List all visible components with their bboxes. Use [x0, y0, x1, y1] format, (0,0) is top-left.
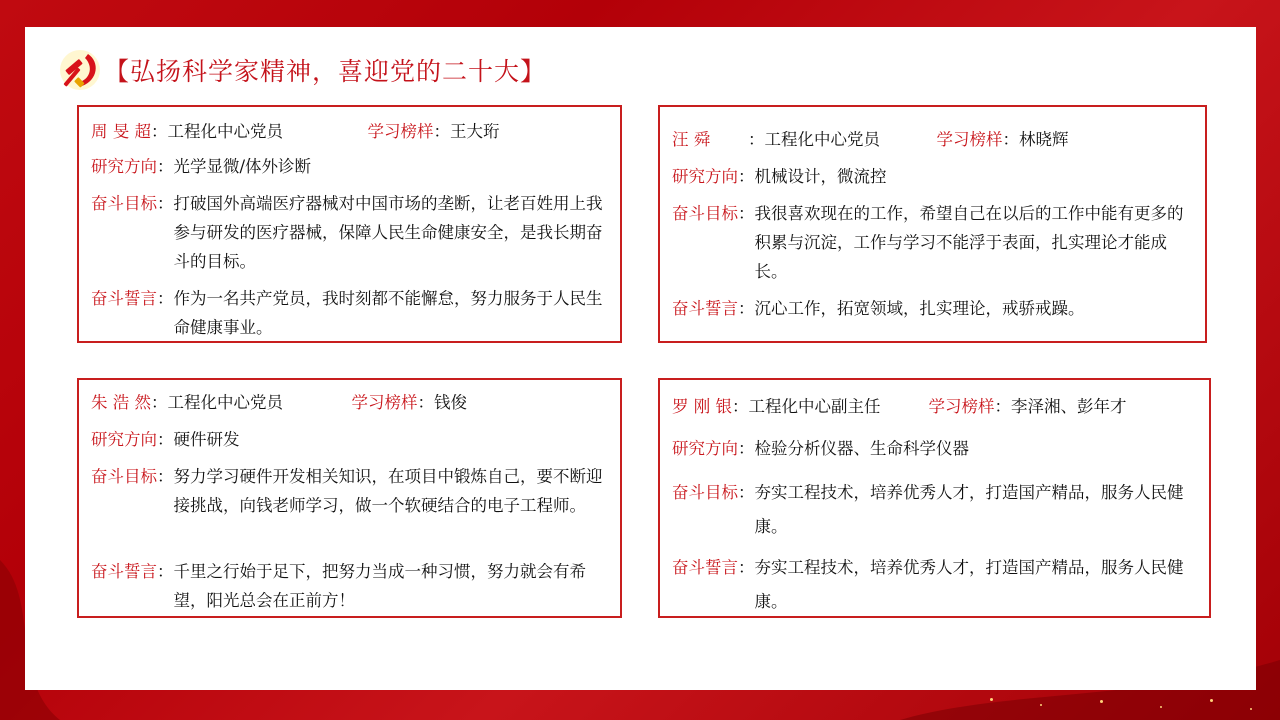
research-direction-label: 研究方向: [91, 157, 157, 176]
party-emblem-icon: [58, 48, 102, 92]
research-direction-value: 硬件研发: [173, 430, 240, 449]
study-model-value: 王大珩: [450, 122, 500, 141]
goal-value: 打破国外高端医疗器械对中国市场的垄断，让老百姓用上我参与研发的医疗器械，保障人民生命健康安全，是我长期奋斗的目标。: [173, 194, 603, 271]
page-title: 【弘扬科学家精神，喜迎党的二十大】: [104, 58, 547, 86]
study-model-label: 学习榜样: [936, 130, 1003, 149]
header: [58, 44, 546, 96]
motto-value: 夯实工程技术，培养优秀人才，打造国产精品，服务人民健康。: [754, 558, 1184, 611]
research-direction-row: 研究方向 ： 机械设计，微流控: [672, 162, 1197, 191]
profile-header-row: 周 旻 超 ： 工程化中心党员 学习榜样 ： 王大珩: [91, 117, 612, 146]
motto-value: 作为一名共产党员，我时刻都不能懈怠，努力服务于人民生命健康事业。: [173, 289, 603, 337]
motto-label: 奋斗誓言: [91, 289, 157, 308]
goal-row: 奋斗目标 ： 努力学习硬件开发相关知识，在项目中锻炼自己，要不断迎接挑战，向钱老师学习，做一个软硬结合的电子工程师。: [91, 462, 612, 520]
study-model-label: 学习榜样: [367, 122, 434, 141]
research-direction-value: 检验分析仪器、生命科学仪器: [754, 439, 969, 458]
goal-label: 奋斗目标: [672, 204, 738, 223]
research-direction-label: 研究方向: [672, 439, 738, 458]
goal-label: 奋斗目标: [91, 194, 157, 213]
goal-row: 奋斗目标 ： 打破国外高端医疗器械对中国市场的垄断，让老百姓用上我参与研发的医疗器械，保障人民生命健康安全，是我长期奋斗的目标。: [91, 189, 612, 276]
motto-row: 奋斗誓言 ： 沉心工作，拓宽领域，扎实理论，戒骄戒躁。: [672, 294, 1197, 323]
member-role: 工程化中心党员: [764, 130, 880, 149]
motto-row: 奋斗誓言 ： 千里之行始于足下，把努力当成一种习惯，努力就会有希望，阳光总会在正前方！: [91, 557, 612, 615]
research-direction-value: 机械设计，微流控: [754, 167, 887, 186]
study-model-value: 李泽湘、彭年才: [1011, 397, 1127, 416]
motto-value: 千里之行始于足下，把努力当成一种习惯，努力就会有希望，阳光总会在正前方！: [173, 562, 586, 610]
member-name: 周 旻 超: [91, 122, 151, 141]
research-direction-label: 研究方向: [91, 430, 157, 449]
member-role: 工程化中心副主任: [748, 397, 881, 416]
goal-label: 奋斗目标: [672, 483, 738, 502]
motto-value: 沉心工作，拓宽领域，扎实理论，戒骄戒躁。: [754, 299, 1085, 318]
member-role: 工程化中心党员: [167, 393, 283, 412]
profile-header-row: 罗 刚 银 ： 工程化中心副主任 学习榜样 ： 李泽湘、彭年才: [672, 392, 1201, 421]
profile-card: [658, 105, 1207, 343]
member-name: 罗 刚 银: [672, 397, 732, 416]
member-name: 汪 舜: [672, 130, 711, 149]
goal-label: 奋斗目标: [91, 467, 157, 486]
goal-row: 奋斗目标 ： 夯实工程技术，培养优秀人才，打造国产精品，服务人民健康。: [672, 476, 1201, 544]
motto-row: 奋斗誓言 ： 作为一名共产党员，我时刻都不能懈怠，努力服务于人民生命健康事业。: [91, 284, 612, 342]
research-direction-row: 研究方向 ： 光学显微/体外诊断: [91, 152, 612, 181]
profile-header-row: 朱 浩 然 ： 工程化中心党员 学习榜样 ： 钱俊: [91, 388, 612, 417]
study-model-value: 钱俊: [434, 393, 467, 412]
motto-row: 奋斗誓言 ： 夯实工程技术，培养优秀人才，打造国产精品，服务人民健康。: [672, 551, 1201, 619]
profile-header-row: 汪 舜 ： 工程化中心党员 学习榜样 ： 林晓辉: [672, 125, 1197, 154]
goal-value: 我很喜欢现在的工作，希望自己在以后的工作中能有更多的积累与沉淀，工作与学习不能浮于表面，扎实理论才能成长。: [754, 204, 1184, 281]
research-direction-label: 研究方向: [672, 167, 738, 186]
motto-label: 奋斗誓言: [672, 558, 738, 577]
research-direction-value: 光学显微/体外诊断: [173, 157, 312, 176]
goal-value: 夯实工程技术，培养优秀人才，打造国产精品，服务人民健康。: [754, 483, 1184, 536]
motto-label: 奋斗誓言: [91, 562, 157, 581]
study-model-value: 林晓辉: [1019, 130, 1069, 149]
profile-card: [77, 378, 622, 618]
goal-row: 奋斗目标 ： 我很喜欢现在的工作，希望自己在以后的工作中能有更多的积累与沉淀，工作与学习不能浮于表面，扎实理论才能成长。: [672, 199, 1197, 286]
member-role: 工程化中心党员: [167, 122, 283, 141]
study-model-label: 学习榜样: [928, 397, 995, 416]
member-name: 朱 浩 然: [91, 393, 151, 412]
profile-card: [658, 378, 1211, 618]
study-model-label: 学习榜样: [351, 393, 418, 412]
motto-label: 奋斗誓言: [672, 299, 738, 318]
goal-value: 努力学习硬件开发相关知识，在项目中锻炼自己，要不断迎接挑战，向钱老师学习，做一个软硬结合的电子工程师。: [173, 467, 603, 515]
profile-card: [77, 105, 622, 343]
research-direction-row: 研究方向 ： 检验分析仪器、生命科学仪器: [672, 434, 1201, 463]
research-direction-row: 研究方向 ： 硬件研发: [91, 425, 612, 454]
